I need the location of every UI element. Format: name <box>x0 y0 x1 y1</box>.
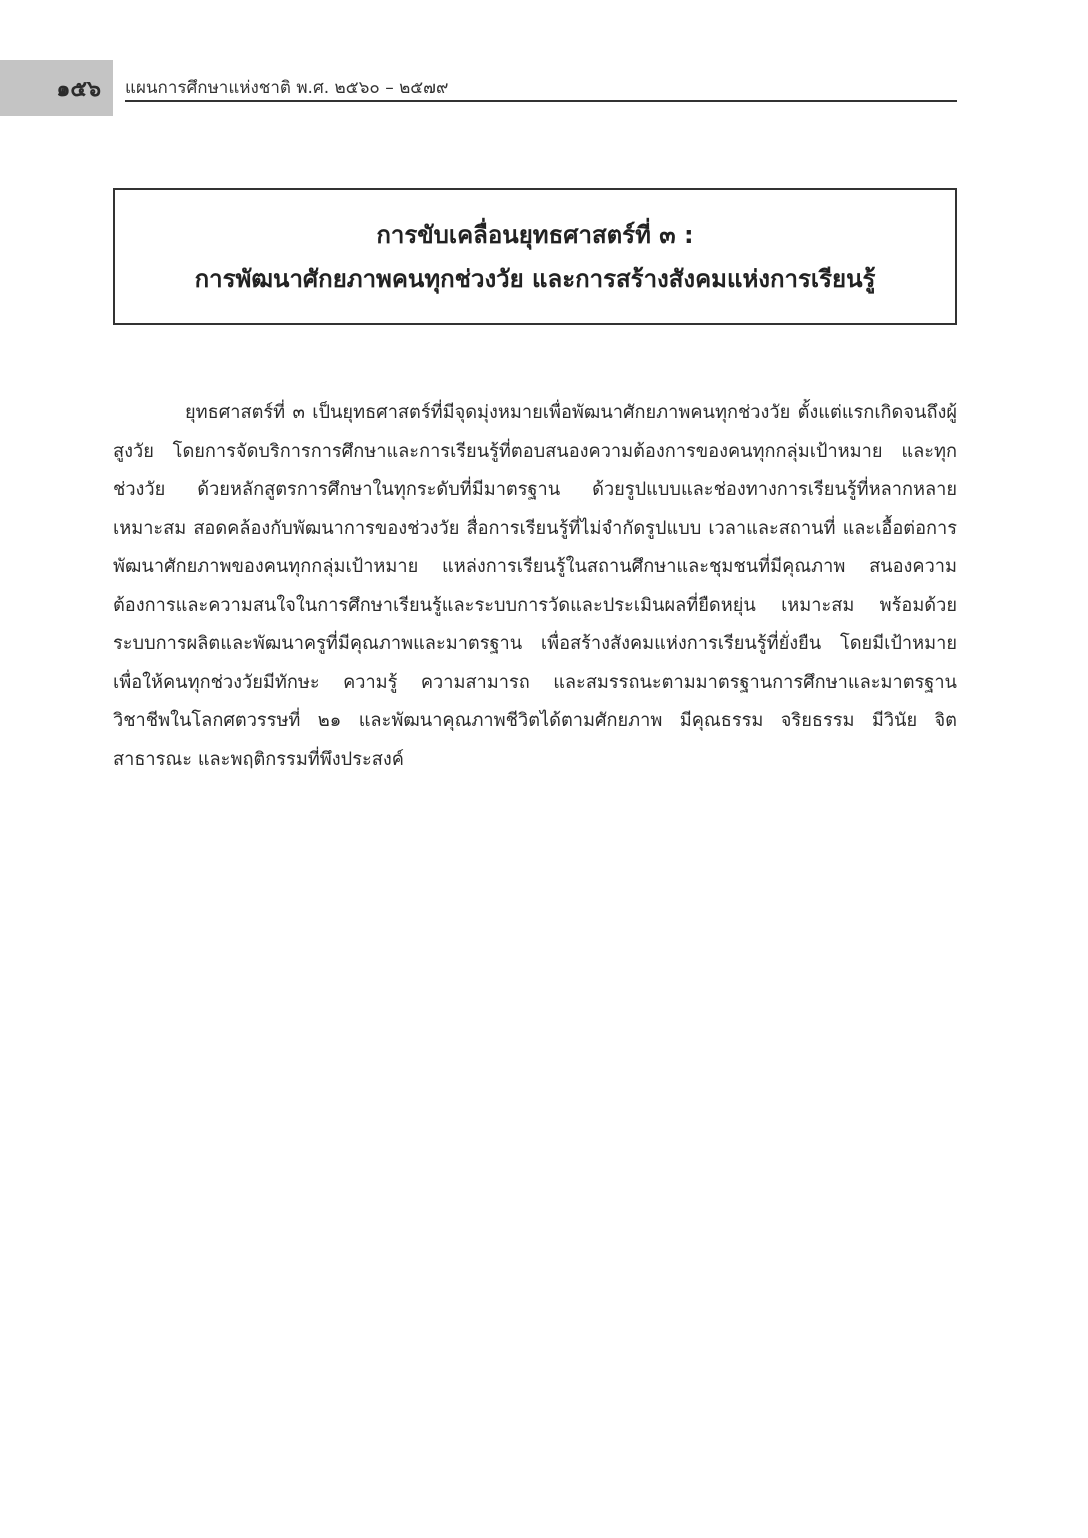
section-title-line-2: การพัฒนาศักยภาพคนทุกช่วงวัย และการสร้างสังคมแห่งการเรียนรู้ <box>194 264 876 293</box>
header-rule <box>125 100 957 102</box>
body-paragraph: ยุทธศาสตร์ที่ ๓ เป็นยุทธศาสตร์ที่มีจุดมุ่งหมายเพื่อพัฒนาศักยภาพคนทุกช่วงวัย ตั้งแต่แรกเกิดจนถึงผู้สูงวัย โดยการจัดบริการการศึกษาและการเรียนรู้ที่ตอบสนองความต้องการของคนทุกกลุ่มเป้าหมาย และทุกช่วงวัย ด้วยหลักสูตรการศึกษาในทุกระดับที่มีมาตรฐาน ด้วยรูปแบบและช่องทางการเรียนรู้ที่หลากหลาย เหมาะสม สอดคล้องกับพัฒนาการของช่วงวัย สื่อการเรียนรู้ที่ไม่จำกัดรูปแบบ เวลาและสถานที่ และเอื้อต่อการพัฒนาศักยภาพของคนทุกกลุ่มเป้าหมาย แหล่งการเรียนรู้ในสถานศึกษาและชุมชนที่มีคุณภาพ สนองความต้องการและความสนใจในการศึกษาเรียนรู้และระบบการวัดและประเมินผลที่ยืดหยุ่น เหมาะสม พร้อมด้วยระบบการผลิตและพัฒนาครูที่มีคุณภาพและมาตรฐาน เพื่อสร้างสังคมแห่งการเรียนรู้ที่ยั่งยืน โดยมีเป้าหมายเพื่อให้คนทุกช่วงวัยมีทักษะ ความรู้ ความสามารถ และสมรรถนะตามมาตรฐานการศึกษาและมาตรฐานวิชาชีพในโลกศตวรรษที่ ๒๑ และพัฒนาคุณภาพชีวิตได้ตามศักยภาพ มีคุณธรรม จริยธรรม มีวินัย จิตสาธารณะ และพฤติกรรมที่พึงประสงค์ <box>113 402 957 770</box>
running-header-title: แผนการศึกษาแห่งชาติ พ.ศ. ๒๕๖๐ – ๒๕๗๙ <box>125 78 449 98</box>
page-number: ๑๕๖ <box>56 76 101 102</box>
section-title-box <box>113 188 957 325</box>
section-title-line-1: การขับเคลื่อนยุทธศาสตร์ที่ ๓ : <box>376 220 694 249</box>
page-number-tab <box>0 60 113 116</box>
